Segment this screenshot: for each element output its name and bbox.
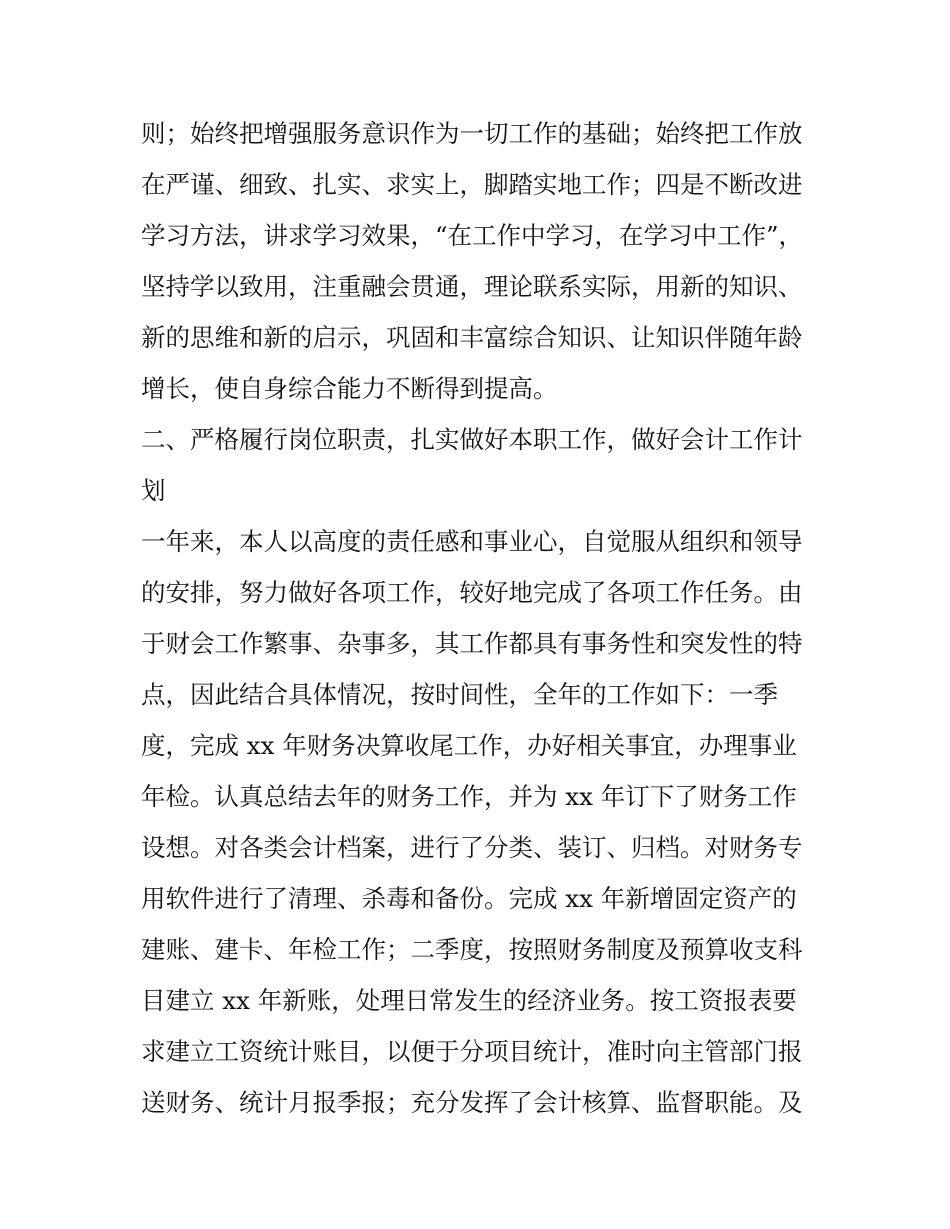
section-heading-line: 划 bbox=[141, 476, 166, 505]
text-line: 的安排，努力做好各项工作，较好地完成了各项工作任务。由 bbox=[141, 578, 803, 607]
section-heading-line: 二、严格履行岗位职责，扎实做好本职工作，做好会计工作计 bbox=[141, 425, 803, 454]
text-line: 点，因此结合具体情况，按时间性，全年的工作如下：一季 bbox=[141, 680, 778, 709]
text-line: 送财务、统计月报季报；充分发挥了会计核算、监督职能。及 bbox=[141, 1088, 803, 1117]
text-line: 目建立 xx 年新账，处理日常发生的经济业务。按工资报表要 bbox=[141, 986, 797, 1015]
text-line: 年检。认真总结去年的财务工作，并为 xx 年订下了财务工作 bbox=[141, 782, 797, 811]
text-line: 建账、建卡、年检工作；二季度，按照财务制度及预算收支科 bbox=[141, 935, 803, 964]
document-body bbox=[141, 108, 821, 1128]
text-line: 一年来，本人以高度的责任感和事业心，自觉服从组织和领导 bbox=[141, 527, 803, 556]
text-line: 在严谨、细致、扎实、求实上，脚踏实地工作；四是不断改进 bbox=[141, 170, 803, 199]
text-line: 设想。对各类会计档案，进行了分类、装订、归档。对财务专 bbox=[141, 833, 803, 862]
text-line: 坚持学以致用，注重融会贯通，理论联系实际，用新的知识、 bbox=[141, 272, 803, 301]
text-line: 度，完成 xx 年财务决算收尾工作，办好相关事宜，办理事业 bbox=[141, 731, 797, 760]
text-line: 学习方法，讲求学习效果，“在工作中学习，在学习中工作”， bbox=[141, 221, 804, 250]
text-line: 于财会工作繁事、杂事多，其工作都具有事务性和突发性的特 bbox=[141, 629, 803, 658]
text-line: 则；始终把增强服务意识作为一切工作的基础；始终把工作放 bbox=[141, 119, 803, 148]
text-line: 增长，使自身综合能力不断得到提高。 bbox=[141, 374, 558, 403]
text-line: 用软件进行了清理、杀毒和备份。完成 xx 年新增固定资产的 bbox=[141, 884, 797, 913]
text-line: 新的思维和新的启示，巩固和丰富综合知识、让知识伴随年龄 bbox=[141, 323, 803, 352]
text-line: 求建立工资统计账目，以便于分项目统计，准时向主管部门报 bbox=[141, 1037, 803, 1066]
